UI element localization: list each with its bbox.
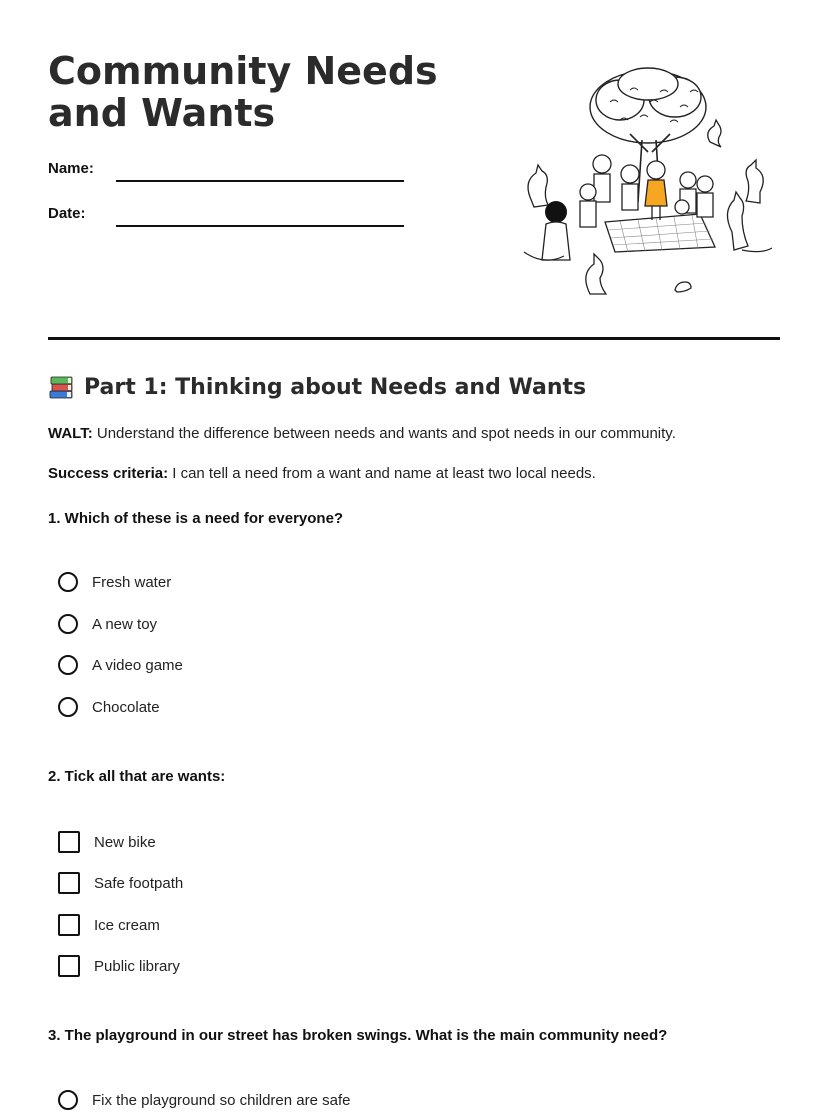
- q1-option[interactable]: [58, 653, 183, 677]
- name-label: Name:: [48, 160, 94, 177]
- q2-option[interactable]: [58, 830, 156, 854]
- radio-button[interactable]: [58, 1090, 78, 1110]
- success-criteria-text: I can tell a need from a want and name at least two local needs.: [168, 465, 596, 482]
- q3-option[interactable]: [58, 1088, 350, 1112]
- q1-option[interactable]: [58, 612, 157, 636]
- checkbox[interactable]: [58, 955, 80, 977]
- checkbox[interactable]: [58, 914, 80, 936]
- picnic-illustration: [510, 62, 780, 302]
- q1-option[interactable]: [58, 570, 171, 594]
- q2-option[interactable]: [58, 954, 180, 978]
- question-2: 2. Tick all that are wants:: [48, 768, 226, 785]
- radio-button[interactable]: [58, 697, 78, 717]
- walt-line: [48, 425, 676, 442]
- success-criteria-line: [48, 465, 596, 482]
- part1-heading: [48, 374, 586, 400]
- question-3: 3. The playground in our street has broken swings. What is the main community need?: [48, 1027, 668, 1044]
- success-criteria-label: Success criteria:: [48, 465, 169, 482]
- option-label: Public library: [94, 957, 180, 975]
- option-label: New bike: [94, 833, 156, 851]
- option-label: Safe footpath: [94, 874, 184, 892]
- option-label: Chocolate: [92, 698, 160, 716]
- worksheet-title: Community Needs and Wants: [48, 49, 438, 135]
- books-icon: [48, 374, 76, 400]
- walt-text: Understand the difference between needs and wants and spot needs in our community.: [92, 425, 676, 442]
- date-label: Date:: [48, 205, 86, 222]
- option-label: Fix the playground so children are safe: [92, 1091, 351, 1109]
- radio-button[interactable]: [58, 614, 78, 634]
- checkbox[interactable]: [58, 872, 80, 894]
- name-field[interactable]: [116, 180, 404, 182]
- checkbox[interactable]: [58, 831, 80, 853]
- question-1: 1. Which of these is a need for everyone?: [48, 510, 344, 527]
- date-field[interactable]: [116, 225, 404, 227]
- radio-button[interactable]: [58, 655, 78, 675]
- q2-option[interactable]: [58, 871, 183, 895]
- part1-title: Part 1: Thinking about Needs and Wants: [84, 374, 587, 400]
- walt-label: WALT:: [48, 425, 93, 442]
- option-label: A new toy: [92, 615, 158, 633]
- q1-option[interactable]: [58, 695, 160, 719]
- option-label: Fresh water: [92, 573, 172, 591]
- section-divider: [48, 337, 780, 340]
- radio-button[interactable]: [58, 572, 78, 592]
- option-label: A video game: [92, 656, 183, 674]
- q2-option[interactable]: [58, 913, 160, 937]
- option-label: Ice cream: [94, 916, 160, 934]
